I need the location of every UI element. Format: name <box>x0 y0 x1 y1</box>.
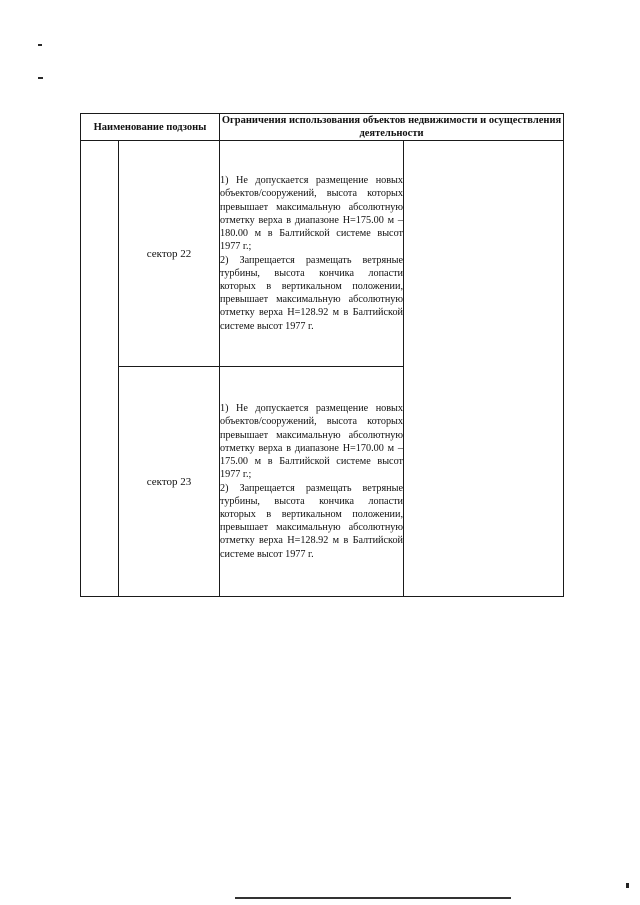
empty-right-cell <box>404 141 564 597</box>
restrictions-table <box>80 113 564 597</box>
subzone-name: сектор 23 <box>119 367 220 597</box>
restriction-item: 1) Не допускается размещение новых объектов/сооружений, высота которых превышает максимальную абсолютную отметку верха в диапазоне H=175.00 м – 180.00 м в Балтийской системе высот 1977 г.; <box>220 175 403 253</box>
restriction-item: 1) Не допускается размещение новых объектов/сооружений, высота которых превышает максимальную абсолютную отметку верха в диапазоне H=170.00 м – 175.00 м в Балтийской системе высот 1977 г.; <box>220 403 403 481</box>
restriction-item: 2) Запрещается размещать ветряные турбины, высота кончика лопасти которых в вертикальном положении, превышает максимальную абсолютную отметку верха H=128.92 м в Балтийской системе высот 1977 г. <box>220 482 403 560</box>
restriction-text <box>220 141 404 367</box>
empty-left-cell <box>81 141 119 597</box>
scan-edge-line <box>235 897 511 899</box>
scan-mark <box>38 77 43 79</box>
header-restrictions: Ограничения использования объектов недвижимости и осуществления деятельности <box>220 114 564 141</box>
header-subzone-name: Наименование подзоны <box>81 114 220 141</box>
restriction-text <box>220 367 404 597</box>
table-header-row <box>81 114 564 141</box>
table-row <box>81 141 564 367</box>
subzone-name: сектор 22 <box>119 141 220 367</box>
restriction-item: 2) Запрещается размещать ветряные турбины, высота кончика лопасти которых в вертикальном положении, превышает максимальную абсолютную отметку верха H=128.92 м в Балтийской системе высот 1977 г. <box>220 254 403 332</box>
scan-mark <box>38 44 42 46</box>
scan-mark <box>626 883 629 888</box>
